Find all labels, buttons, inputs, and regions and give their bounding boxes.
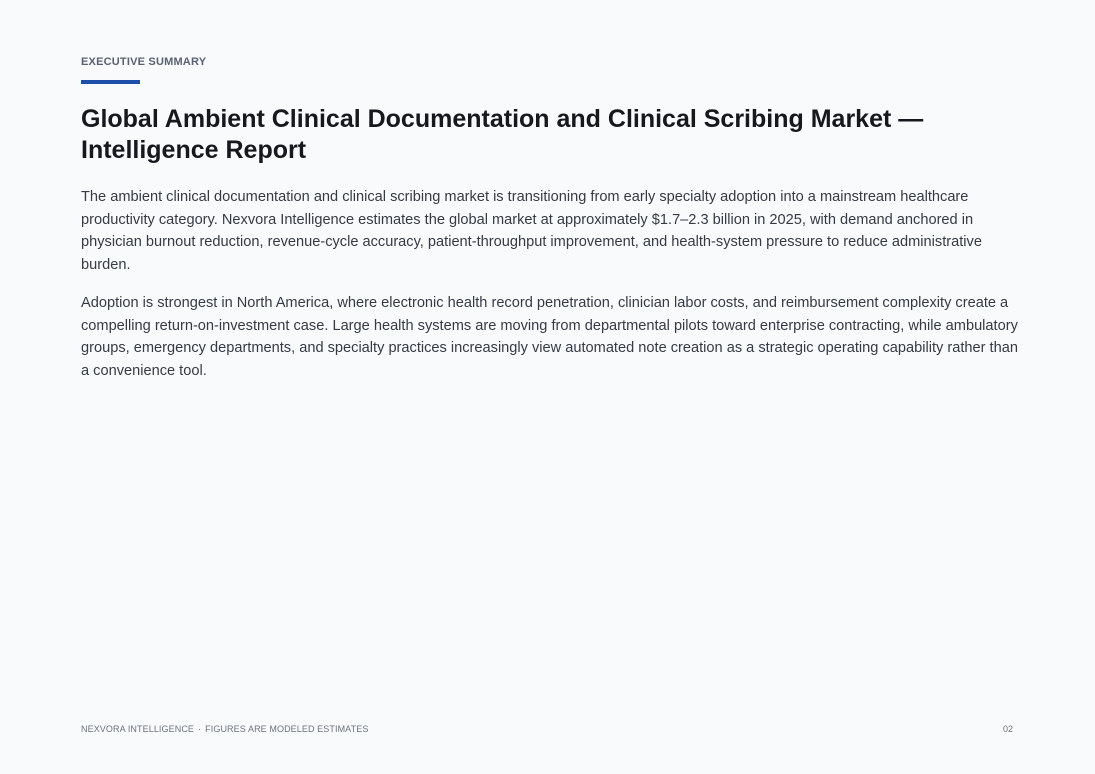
page-number: 02 [1003, 724, 1014, 734]
footer-note: FIGURES ARE MODELED ESTIMATES [205, 724, 369, 734]
summary-paragraph-2: Adoption is strongest in North America, where electronic health record penetration, clinician labor costs, and reimbursement complexity create a compelling return-on-investment case. Large health systems are moving from departmental pilots toward enterprise contracting, while ambulatory groups, emergency departments, and specialty practices increasingly view automated note creation as a strategic operating capability rather than a convenience tool. [81, 295, 1018, 380]
accent-rule [81, 80, 140, 84]
footer-caption [81, 724, 368, 734]
footer-brand: NEXVORA INTELLIGENCE [81, 724, 195, 734]
report-page [81, 0, 1021, 774]
page-title: Global Ambient Clinical Documentation and Clinical Scribing Market — Intelligence Report [81, 105, 924, 164]
footer-separator: · [198, 724, 202, 734]
summary-paragraph-1: The ambient clinical documentation and clinical scribing market is transitioning from early specialty adoption into a mainstream healthcare productivity category. Nexvora Intelligence estimates the global market at approximately $1.7–2.3 billion in 2025, with demand anchored in physician burnout reduction, revenue-cycle accuracy, patient-throughput improvement, and health-system pressure to reduce administrative burden. [81, 189, 982, 274]
section-label: EXECUTIVE SUMMARY [81, 56, 207, 68]
